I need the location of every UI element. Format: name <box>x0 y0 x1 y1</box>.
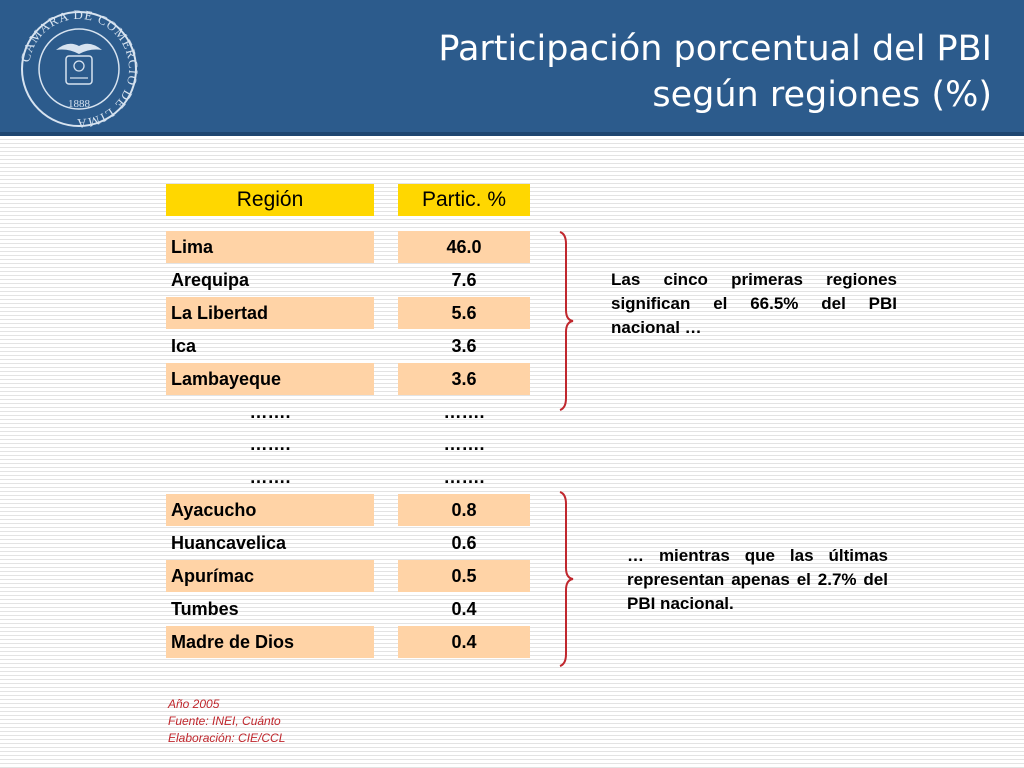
region-name-cell: Ayacucho <box>166 494 374 526</box>
region-name-cell: Arequipa <box>171 269 250 290</box>
region-share-cell: 46.0 <box>398 231 530 263</box>
region-share-cell: 0.8 <box>398 494 530 526</box>
region-share-cell: 0.4 <box>398 626 530 658</box>
table-row <box>0 363 1024 395</box>
region-name-cell: Lambayeque <box>166 363 374 395</box>
note-bottom-regions: … mientras que las últimas representan apenas el 2.7% del PBI nacional. <box>627 546 888 613</box>
table-row <box>0 231 1024 263</box>
title-bar <box>0 0 1024 132</box>
column-header-share: Partic. % <box>398 184 530 216</box>
region-share-cell: ……. <box>443 467 485 488</box>
footer-source <box>168 696 285 747</box>
table-row <box>0 626 1024 658</box>
region-share-cell: 3.6 <box>451 335 477 356</box>
region-name-cell: La Libertad <box>166 297 374 329</box>
region-name-cell: ……. <box>249 467 291 488</box>
table-row <box>0 428 1024 460</box>
region-name-cell: Huancavelica <box>171 533 287 554</box>
brace-top-icon <box>554 230 578 412</box>
page-title-line-2: según regiones (%) <box>652 75 992 115</box>
region-share-cell: 3.6 <box>398 363 530 395</box>
region-name-cell: Tumbes <box>171 598 239 619</box>
region-name-cell: Ica <box>171 335 197 356</box>
footer-prepared-line: Elaboración: CIE/CCL <box>168 731 286 745</box>
column-header-region: Región <box>166 184 374 216</box>
region-name-cell: Apurímac <box>166 560 374 592</box>
table-row <box>0 396 1024 428</box>
seal-ring-text: CAMARA DE COMERCIO DE LIMA <box>17 10 142 128</box>
region-share-cell: 0.6 <box>451 533 477 554</box>
region-name-cell: Madre de Dios <box>166 626 374 658</box>
seal-year: 1888 <box>68 98 90 110</box>
region-share-cell: ……. <box>443 434 485 455</box>
region-share-cell: 0.5 <box>398 560 530 592</box>
table-row <box>0 461 1024 493</box>
svg-text:CAMARA DE COMERCIO DE LIMA <box>17 10 141 128</box>
region-name-cell: Lima <box>166 231 374 263</box>
brace-bottom-icon <box>554 490 578 668</box>
table-row <box>0 494 1024 526</box>
region-share-cell: ……. <box>443 401 485 422</box>
region-share-cell: 0.4 <box>451 598 477 619</box>
footer-source-line: Fuente: INEI, Cuánto <box>168 714 281 728</box>
region-share-cell: 7.6 <box>451 269 477 290</box>
region-name-cell: ……. <box>249 401 291 422</box>
region-share-cell: 5.6 <box>398 297 530 329</box>
chamber-of-commerce-seal-icon <box>16 10 142 128</box>
page-title-line-1: Participación porcentual del PBI <box>438 29 992 69</box>
page-title <box>438 26 992 118</box>
note-top-regions: Las cinco primeras regiones significan el 66.5% del PBI nacional … <box>611 270 897 337</box>
footer-year: Año 2005 <box>168 697 220 711</box>
region-name-cell: ……. <box>249 434 291 455</box>
title-bar-divider <box>0 132 1024 136</box>
